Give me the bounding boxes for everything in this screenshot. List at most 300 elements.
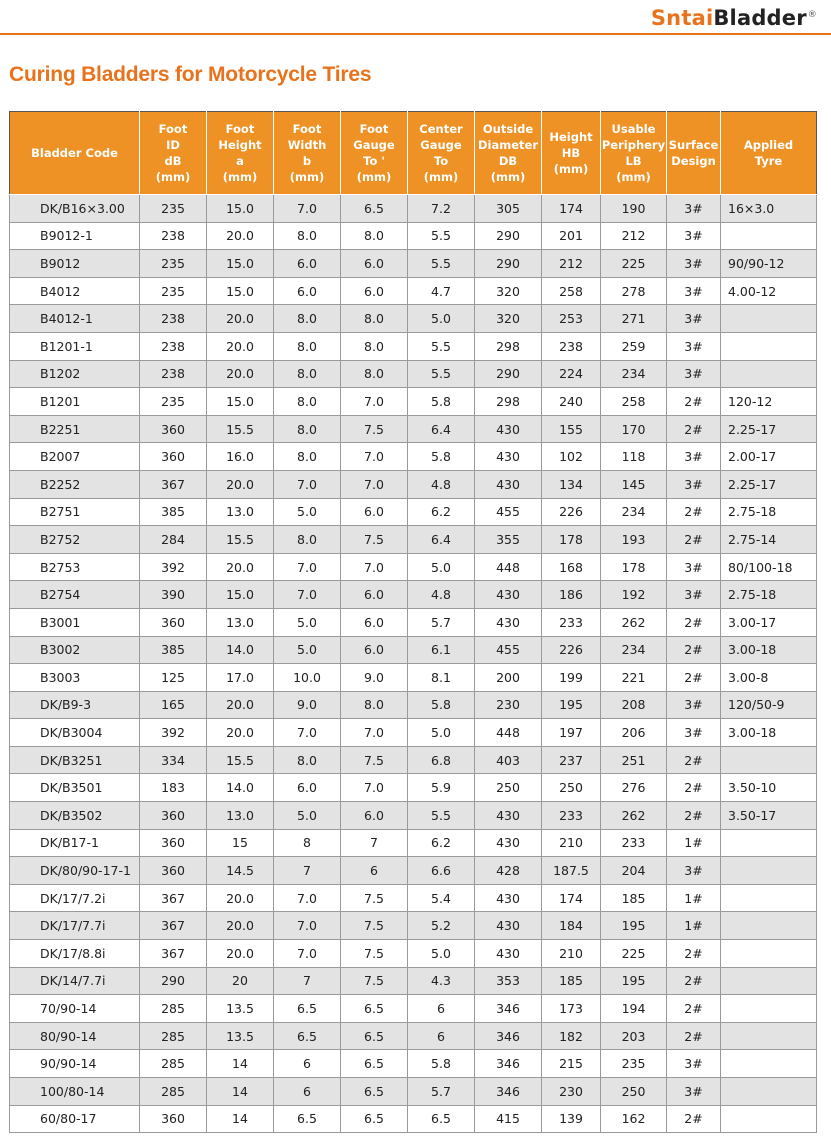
surface-design-cell: 1# [667, 912, 721, 940]
applied-tyre-cell: 90/90-12 [721, 250, 817, 278]
center-gauge-cell: 5.8 [408, 388, 475, 416]
header-line: dB [164, 154, 182, 168]
outside-diameter-cell: 320 [475, 305, 542, 333]
center-gauge-cell: 4.8 [408, 470, 475, 498]
page-title: Curing Bladders for Motorcycle Tires [9, 63, 372, 86]
header-line: Surface [668, 138, 719, 152]
table-row [10, 526, 817, 554]
header-rule [0, 33, 831, 35]
usable-periphery-cell: 259 [601, 332, 667, 360]
foot-width-cell: 6.5 [274, 1105, 341, 1133]
foot-width-cell: 5.0 [274, 498, 341, 526]
surface-design-cell: 2# [667, 388, 721, 416]
usable-periphery-cell: 225 [601, 250, 667, 278]
height-cell: 233 [542, 802, 601, 830]
applied-tyre-cell [721, 884, 817, 912]
foot-width-cell: 7 [274, 967, 341, 995]
header-bladder-code [10, 112, 140, 195]
applied-tyre-cell: 4.00-12 [721, 277, 817, 305]
bladder-code-cell: B2251 [10, 415, 140, 443]
applied-tyre-cell: 2.75-14 [721, 526, 817, 554]
height-cell: 173 [542, 995, 601, 1023]
surface-design-cell: 3# [667, 305, 721, 333]
foot-gauge-cell: 6.5 [341, 1105, 408, 1133]
surface-design-cell: 2# [667, 608, 721, 636]
surface-design-cell: 2# [667, 1022, 721, 1050]
applied-tyre-cell [721, 940, 817, 968]
bladder-code-cell: B3002 [10, 636, 140, 664]
foot-gauge-cell: 6.5 [341, 1078, 408, 1106]
foot-height-cell: 13.0 [207, 498, 274, 526]
foot-height-cell: 20.0 [207, 940, 274, 968]
table-row [10, 940, 817, 968]
applied-tyre-cell [721, 1105, 817, 1133]
foot-width-cell: 6 [274, 1078, 341, 1106]
foot-id-cell: 285 [140, 995, 207, 1023]
foot-id-cell: 238 [140, 222, 207, 250]
outside-diameter-cell: 298 [475, 388, 542, 416]
foot-width-cell: 9.0 [274, 691, 341, 719]
header-height [542, 112, 601, 195]
usable-periphery-cell: 262 [601, 608, 667, 636]
foot-width-cell: 7.0 [274, 470, 341, 498]
center-gauge-cell: 4.3 [408, 967, 475, 995]
usable-periphery-cell: 271 [601, 305, 667, 333]
foot-width-cell: 5.0 [274, 802, 341, 830]
foot-height-cell: 15.5 [207, 415, 274, 443]
surface-design-cell: 2# [667, 802, 721, 830]
center-gauge-cell: 5.8 [408, 1050, 475, 1078]
foot-width-cell: 6.0 [274, 277, 341, 305]
foot-gauge-cell: 6.5 [341, 1022, 408, 1050]
applied-tyre-cell: 120-12 [721, 388, 817, 416]
surface-design-cell: 2# [667, 995, 721, 1023]
foot-height-cell: 15 [207, 829, 274, 857]
bladder-code-cell: B2751 [10, 498, 140, 526]
bladder-code-cell: DK/B3502 [10, 802, 140, 830]
bladder-code-cell: DK/17/8.8i [10, 940, 140, 968]
center-gauge-cell: 5.0 [408, 940, 475, 968]
center-gauge-cell: 5.7 [408, 608, 475, 636]
foot-width-cell: 7.0 [274, 912, 341, 940]
foot-id-cell: 360 [140, 608, 207, 636]
height-cell: 226 [542, 636, 601, 664]
foot-gauge-cell: 7 [341, 829, 408, 857]
bladder-code-cell: DK/B3501 [10, 774, 140, 802]
height-cell: 197 [542, 719, 601, 747]
height-cell: 230 [542, 1078, 601, 1106]
foot-gauge-cell: 6.5 [341, 195, 408, 223]
foot-gauge-cell: 6.0 [341, 277, 408, 305]
height-cell: 250 [542, 774, 601, 802]
bladder-code-cell: 90/90-14 [10, 1050, 140, 1078]
outside-diameter-cell: 298 [475, 332, 542, 360]
center-gauge-cell: 5.5 [408, 250, 475, 278]
foot-id-cell: 238 [140, 360, 207, 388]
outside-diameter-cell: 430 [475, 581, 542, 609]
table-row [10, 636, 817, 664]
usable-periphery-cell: 234 [601, 360, 667, 388]
bladder-code-cell: B1201-1 [10, 332, 140, 360]
center-gauge-cell: 6 [408, 1022, 475, 1050]
foot-id-cell: 367 [140, 884, 207, 912]
foot-id-cell: 385 [140, 636, 207, 664]
height-cell: 195 [542, 691, 601, 719]
table-body [10, 195, 817, 1133]
usable-periphery-cell: 118 [601, 443, 667, 471]
center-gauge-cell: 5.0 [408, 719, 475, 747]
foot-gauge-cell: 6.0 [341, 250, 408, 278]
usable-periphery-cell: 190 [601, 195, 667, 223]
usable-periphery-cell: 235 [601, 1050, 667, 1078]
foot-height-cell: 20.0 [207, 912, 274, 940]
applied-tyre-cell: 3.00-17 [721, 608, 817, 636]
applied-tyre-cell [721, 222, 817, 250]
surface-design-cell: 2# [667, 1105, 721, 1133]
center-gauge-cell: 5.5 [408, 222, 475, 250]
usable-periphery-cell: 262 [601, 802, 667, 830]
foot-height-cell: 15.5 [207, 526, 274, 554]
header-line: Height [218, 138, 262, 152]
height-cell: 201 [542, 222, 601, 250]
surface-design-cell: 2# [667, 664, 721, 692]
usable-periphery-cell: 225 [601, 940, 667, 968]
foot-height-cell: 13.5 [207, 995, 274, 1023]
bladder-code-cell: B3003 [10, 664, 140, 692]
outside-diameter-cell: 320 [475, 277, 542, 305]
bladder-code-cell: DK/B3251 [10, 746, 140, 774]
usable-periphery-cell: 221 [601, 664, 667, 692]
table-row [10, 222, 817, 250]
center-gauge-cell: 5.5 [408, 360, 475, 388]
bladder-code-cell: DK/14/7.7i [10, 967, 140, 995]
bladder-code-cell: DK/B9-3 [10, 691, 140, 719]
applied-tyre-cell: 2.25-17 [721, 470, 817, 498]
table-row [10, 857, 817, 885]
surface-design-cell: 1# [667, 884, 721, 912]
surface-design-cell: 2# [667, 967, 721, 995]
applied-tyre-cell: 3.00-18 [721, 636, 817, 664]
foot-gauge-cell: 6.0 [341, 608, 408, 636]
table-row [10, 388, 817, 416]
foot-width-cell: 7.0 [274, 553, 341, 581]
foot-height-cell: 20.0 [207, 360, 274, 388]
foot-gauge-cell: 6.5 [341, 1050, 408, 1078]
outside-diameter-cell: 403 [475, 746, 542, 774]
bladder-code-cell: B1201 [10, 388, 140, 416]
header-line: ID [166, 138, 180, 152]
usable-periphery-cell: 194 [601, 995, 667, 1023]
table-row [10, 498, 817, 526]
foot-id-cell: 285 [140, 1078, 207, 1106]
foot-id-cell: 367 [140, 940, 207, 968]
height-cell: 102 [542, 443, 601, 471]
center-gauge-cell: 6.1 [408, 636, 475, 664]
foot-id-cell: 360 [140, 857, 207, 885]
foot-id-cell: 392 [140, 719, 207, 747]
foot-gauge-cell: 9.0 [341, 664, 408, 692]
bladder-code-cell: B1202 [10, 360, 140, 388]
foot-id-cell: 183 [140, 774, 207, 802]
table-row [10, 443, 817, 471]
table-row [10, 774, 817, 802]
foot-height-cell: 14.0 [207, 636, 274, 664]
bladder-code-cell: 70/90-14 [10, 995, 140, 1023]
foot-height-cell: 15.0 [207, 195, 274, 223]
header-line: Outside [482, 122, 534, 136]
usable-periphery-cell: 276 [601, 774, 667, 802]
applied-tyre-cell: 80/100-18 [721, 553, 817, 581]
foot-gauge-cell: 7.0 [341, 553, 408, 581]
usable-periphery-cell: 193 [601, 526, 667, 554]
surface-design-cell: 1# [667, 829, 721, 857]
foot-gauge-cell: 6.0 [341, 581, 408, 609]
table-row [10, 995, 817, 1023]
foot-width-cell: 6.0 [274, 250, 341, 278]
foot-width-cell: 8.0 [274, 388, 341, 416]
foot-width-cell: 7.0 [274, 195, 341, 223]
surface-design-cell: 3# [667, 581, 721, 609]
surface-design-cell: 3# [667, 719, 721, 747]
applied-tyre-cell [721, 746, 817, 774]
foot-height-cell: 20.0 [207, 470, 274, 498]
center-gauge-cell: 5.0 [408, 305, 475, 333]
bladder-code-cell: 100/80-14 [10, 1078, 140, 1106]
foot-id-cell: 360 [140, 829, 207, 857]
applied-tyre-cell [721, 857, 817, 885]
foot-width-cell: 8.0 [274, 222, 341, 250]
height-cell: 199 [542, 664, 601, 692]
surface-design-cell: 2# [667, 526, 721, 554]
applied-tyre-cell: 3.50-17 [721, 802, 817, 830]
table-row [10, 1078, 817, 1106]
header-line: (mm) [616, 170, 651, 184]
foot-id-cell: 235 [140, 250, 207, 278]
foot-gauge-cell: 6 [341, 857, 408, 885]
table-row [10, 967, 817, 995]
foot-height-cell: 13.0 [207, 608, 274, 636]
bladder-code-cell: B9012 [10, 250, 140, 278]
usable-periphery-cell: 192 [601, 581, 667, 609]
surface-design-cell: 2# [667, 940, 721, 968]
usable-periphery-cell: 195 [601, 967, 667, 995]
bladder-code-cell: DK/B17-1 [10, 829, 140, 857]
foot-gauge-cell: 7.0 [341, 774, 408, 802]
table-row [10, 360, 817, 388]
foot-width-cell: 8.0 [274, 443, 341, 471]
brand-logo [651, 6, 817, 30]
foot-id-cell: 238 [140, 305, 207, 333]
outside-diameter-cell: 230 [475, 691, 542, 719]
table-row [10, 277, 817, 305]
bladder-code-cell: B2752 [10, 526, 140, 554]
surface-design-cell: 3# [667, 553, 721, 581]
foot-width-cell: 7.0 [274, 719, 341, 747]
outside-diameter-cell: 250 [475, 774, 542, 802]
table-row [10, 746, 817, 774]
header-usable-periphery [601, 112, 667, 195]
header-line: Foot [292, 122, 322, 136]
table-row [10, 195, 817, 223]
usable-periphery-cell: 206 [601, 719, 667, 747]
foot-id-cell: 392 [140, 553, 207, 581]
foot-height-cell: 14.0 [207, 774, 274, 802]
foot-gauge-cell: 8.0 [341, 360, 408, 388]
usable-periphery-cell: 145 [601, 470, 667, 498]
table-row [10, 1050, 817, 1078]
usable-periphery-cell: 251 [601, 746, 667, 774]
table-row [10, 608, 817, 636]
applied-tyre-cell [721, 305, 817, 333]
table-row [10, 305, 817, 333]
header-line: Center [419, 122, 463, 136]
applied-tyre-cell [721, 967, 817, 995]
table-row [10, 250, 817, 278]
foot-height-cell: 13.5 [207, 1022, 274, 1050]
foot-id-cell: 334 [140, 746, 207, 774]
outside-diameter-cell: 346 [475, 1022, 542, 1050]
table-row [10, 581, 817, 609]
center-gauge-cell: 4.8 [408, 581, 475, 609]
brand-name-part1: Sntai [650, 6, 714, 30]
foot-gauge-cell: 6.5 [341, 995, 408, 1023]
table-row [10, 553, 817, 581]
foot-id-cell: 165 [140, 691, 207, 719]
foot-width-cell: 6 [274, 1050, 341, 1078]
foot-gauge-cell: 7.5 [341, 746, 408, 774]
header-line: Gauge [353, 138, 395, 152]
surface-design-cell: 3# [667, 250, 721, 278]
header-foot-gauge [341, 112, 408, 195]
surface-design-cell: 2# [667, 498, 721, 526]
bladder-code-cell: B3001 [10, 608, 140, 636]
applied-tyre-cell: 3.00-8 [721, 664, 817, 692]
applied-tyre-cell [721, 995, 817, 1023]
foot-id-cell: 385 [140, 498, 207, 526]
usable-periphery-cell: 178 [601, 553, 667, 581]
header-line: Gauge [420, 138, 462, 152]
foot-height-cell: 20.0 [207, 691, 274, 719]
header-line: (mm) [356, 170, 392, 184]
foot-height-cell: 15.5 [207, 746, 274, 774]
outside-diameter-cell: 290 [475, 250, 542, 278]
header-applied-tyre [721, 112, 817, 195]
foot-gauge-cell: 6.0 [341, 498, 408, 526]
surface-design-cell: 3# [667, 195, 721, 223]
header-line: (mm) [423, 170, 459, 184]
foot-width-cell: 6.5 [274, 1022, 341, 1050]
center-gauge-cell: 6.4 [408, 415, 475, 443]
center-gauge-cell: 8.1 [408, 664, 475, 692]
foot-gauge-cell: 8.0 [341, 691, 408, 719]
outside-diameter-cell: 305 [475, 195, 542, 223]
height-cell: 182 [542, 1022, 601, 1050]
foot-width-cell: 8.0 [274, 746, 341, 774]
applied-tyre-cell: 3.50-10 [721, 774, 817, 802]
height-cell: 253 [542, 305, 601, 333]
height-cell: 178 [542, 526, 601, 554]
foot-height-cell: 14 [207, 1050, 274, 1078]
foot-id-cell: 360 [140, 1105, 207, 1133]
bladder-code-cell: B2252 [10, 470, 140, 498]
header-line: Foot [225, 122, 255, 136]
center-gauge-cell: 6.2 [408, 829, 475, 857]
height-cell: 215 [542, 1050, 601, 1078]
usable-periphery-cell: 250 [601, 1078, 667, 1106]
applied-tyre-cell: 3.00-18 [721, 719, 817, 747]
foot-id-cell: 367 [140, 470, 207, 498]
foot-gauge-cell: 8.0 [341, 332, 408, 360]
header-line: a [236, 154, 244, 168]
height-cell: 258 [542, 277, 601, 305]
outside-diameter-cell: 200 [475, 664, 542, 692]
height-cell: 224 [542, 360, 601, 388]
foot-width-cell: 8.0 [274, 360, 341, 388]
foot-id-cell: 125 [140, 664, 207, 692]
height-cell: 212 [542, 250, 601, 278]
applied-tyre-cell [721, 360, 817, 388]
foot-height-cell: 15.0 [207, 388, 274, 416]
table-row [10, 415, 817, 443]
center-gauge-cell: 5.5 [408, 332, 475, 360]
usable-periphery-cell: 203 [601, 1022, 667, 1050]
usable-periphery-cell: 233 [601, 829, 667, 857]
foot-height-cell: 20.0 [207, 222, 274, 250]
table-row [10, 1105, 817, 1133]
header-surface-design [667, 112, 721, 195]
surface-design-cell: 3# [667, 691, 721, 719]
center-gauge-cell: 5.4 [408, 884, 475, 912]
surface-design-cell: 3# [667, 1050, 721, 1078]
header-line: Usable [611, 122, 656, 136]
foot-height-cell: 15.0 [207, 277, 274, 305]
center-gauge-cell: 5.9 [408, 774, 475, 802]
table-row [10, 912, 817, 940]
applied-tyre-cell: 2.75-18 [721, 498, 817, 526]
bladder-code-cell: B4012-1 [10, 305, 140, 333]
outside-diameter-cell: 353 [475, 967, 542, 995]
bladder-code-cell: DK/17/7.7i [10, 912, 140, 940]
usable-periphery-cell: 234 [601, 498, 667, 526]
outside-diameter-cell: 455 [475, 498, 542, 526]
foot-height-cell: 20.0 [207, 884, 274, 912]
surface-design-cell: 3# [667, 332, 721, 360]
applied-tyre-cell: 2.75-18 [721, 581, 817, 609]
usable-periphery-cell: 170 [601, 415, 667, 443]
outside-diameter-cell: 346 [475, 1050, 542, 1078]
bladder-code-cell: B2007 [10, 443, 140, 471]
outside-diameter-cell: 430 [475, 608, 542, 636]
height-cell: 168 [542, 553, 601, 581]
center-gauge-cell: 5.5 [408, 802, 475, 830]
bladder-code-cell: B2753 [10, 553, 140, 581]
surface-design-cell: 3# [667, 857, 721, 885]
usable-periphery-cell: 162 [601, 1105, 667, 1133]
foot-gauge-cell: 7.0 [341, 719, 408, 747]
bladder-code-cell: 60/80-17 [10, 1105, 140, 1133]
outside-diameter-cell: 430 [475, 829, 542, 857]
table-row [10, 691, 817, 719]
height-cell: 155 [542, 415, 601, 443]
foot-id-cell: 235 [140, 388, 207, 416]
outside-diameter-cell: 355 [475, 526, 542, 554]
surface-design-cell: 2# [667, 636, 721, 664]
foot-gauge-cell: 7.5 [341, 526, 408, 554]
foot-height-cell: 14.5 [207, 857, 274, 885]
surface-design-cell: 3# [667, 443, 721, 471]
header-line: Tyre [754, 154, 783, 168]
bladder-code-cell: DK/B3004 [10, 719, 140, 747]
